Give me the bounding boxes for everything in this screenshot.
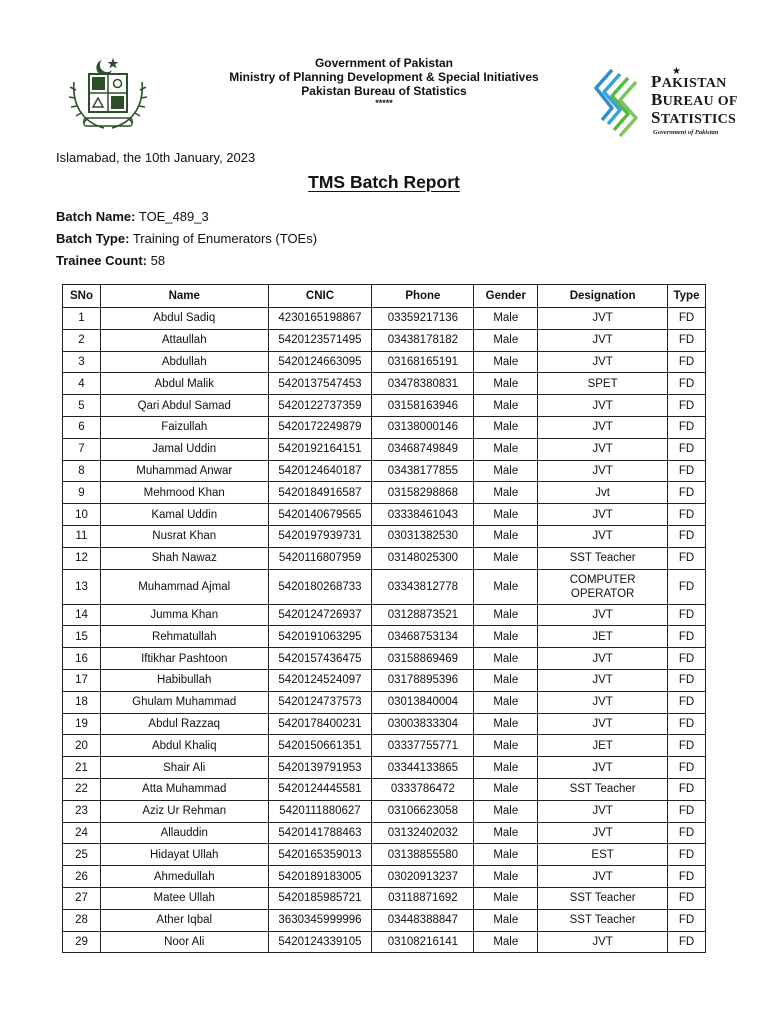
- cell-sno: 1: [63, 308, 101, 330]
- cell-designation: JET: [538, 626, 668, 648]
- cell-gender: Male: [474, 735, 538, 757]
- cell-designation: JVT: [538, 931, 668, 953]
- trainee-count: Trainee Count: 58: [56, 253, 166, 268]
- cell-sno: 21: [63, 757, 101, 779]
- trainee-table: [62, 284, 706, 953]
- dateline: Islamabad, the 10th January, 2023: [56, 150, 256, 165]
- cell-type: FD: [667, 931, 705, 953]
- table-row: [63, 735, 706, 757]
- table-row: [63, 887, 706, 909]
- cell-type: FD: [667, 713, 705, 735]
- cell-sno: 14: [63, 604, 101, 626]
- cell-type: FD: [667, 887, 705, 909]
- table-row: [63, 866, 706, 888]
- cell-sno: 19: [63, 713, 101, 735]
- table-header-row: [63, 285, 706, 308]
- cell-type: FD: [667, 373, 705, 395]
- cell-type: FD: [667, 800, 705, 822]
- cell-gender: Male: [474, 416, 538, 438]
- cell-designation: SPET: [538, 373, 668, 395]
- cell-gender: Male: [474, 460, 538, 482]
- cell-cnic: 5420150661351: [268, 735, 372, 757]
- cell-type: FD: [667, 626, 705, 648]
- cell-type: FD: [667, 308, 705, 330]
- cell-type: FD: [667, 691, 705, 713]
- cell-type: FD: [667, 757, 705, 779]
- cell-name: Noor Ali: [100, 931, 268, 953]
- cell-sno: 16: [63, 648, 101, 670]
- cell-sno: 20: [63, 735, 101, 757]
- cell-name: Mehmood Khan: [100, 482, 268, 504]
- cell-gender: Male: [474, 569, 538, 604]
- cell-designation: JVT: [538, 395, 668, 417]
- table-row: [63, 931, 706, 953]
- cell-gender: Male: [474, 329, 538, 351]
- cell-name: Iftikhar Pashtoon: [100, 648, 268, 670]
- cell-designation: SST Teacher: [538, 778, 668, 800]
- cell-designation: JVT: [538, 669, 668, 691]
- cell-phone: 03106623058: [372, 800, 474, 822]
- cell-gender: Male: [474, 525, 538, 547]
- cell-gender: Male: [474, 669, 538, 691]
- cell-name: Ghulam Muhammad: [100, 691, 268, 713]
- cell-designation: Jvt: [538, 482, 668, 504]
- cell-cnic: 5420139791953: [268, 757, 372, 779]
- cell-gender: Male: [474, 822, 538, 844]
- cell-type: FD: [667, 460, 705, 482]
- cell-name: Rehmatullah: [100, 626, 268, 648]
- cell-gender: Male: [474, 800, 538, 822]
- cell-phone: 03108216141: [372, 931, 474, 953]
- table-row: [63, 351, 706, 373]
- table-row: [63, 460, 706, 482]
- cell-cnic: 5420124524097: [268, 669, 372, 691]
- cell-gender: Male: [474, 909, 538, 931]
- cell-sno: 24: [63, 822, 101, 844]
- cell-designation: JET: [538, 735, 668, 757]
- table-row: [63, 373, 706, 395]
- header-phone: Phone: [372, 285, 474, 308]
- cell-name: Shah Nawaz: [100, 547, 268, 569]
- cell-type: FD: [667, 822, 705, 844]
- cell-type: FD: [667, 438, 705, 460]
- cell-gender: Male: [474, 713, 538, 735]
- cell-type: FD: [667, 525, 705, 547]
- cell-name: Kamal Uddin: [100, 504, 268, 526]
- cell-type: FD: [667, 547, 705, 569]
- cell-cnic: 4230165198867: [268, 308, 372, 330]
- table-row: [63, 308, 706, 330]
- cell-gender: Male: [474, 373, 538, 395]
- cell-designation: EST: [538, 844, 668, 866]
- cell-type: FD: [667, 735, 705, 757]
- cell-type: FD: [667, 329, 705, 351]
- cell-sno: 8: [63, 460, 101, 482]
- cell-sno: 5: [63, 395, 101, 417]
- cell-name: Qari Abdul Samad: [100, 395, 268, 417]
- cell-designation: JVT: [538, 866, 668, 888]
- cell-designation: JVT: [538, 308, 668, 330]
- cell-sno: 10: [63, 504, 101, 526]
- batch-name: Batch Name: TOE_489_3: [56, 209, 209, 224]
- cell-sno: 28: [63, 909, 101, 931]
- header-name: Name: [100, 285, 268, 308]
- cell-cnic: 5420197939731: [268, 525, 372, 547]
- table-row: [63, 669, 706, 691]
- cell-type: FD: [667, 482, 705, 504]
- cell-phone: 03158869469: [372, 648, 474, 670]
- table-row: [63, 482, 706, 504]
- table-row: [63, 778, 706, 800]
- cell-cnic: 5420116807959: [268, 547, 372, 569]
- header-gender: Gender: [474, 285, 538, 308]
- cell-cnic: 5420140679565: [268, 504, 372, 526]
- cell-sno: 23: [63, 800, 101, 822]
- table-row: [63, 691, 706, 713]
- cell-designation: SST Teacher: [538, 547, 668, 569]
- cell-phone: 03168165191: [372, 351, 474, 373]
- bureau-line: Pakistan Bureau of Statistics: [301, 84, 467, 98]
- cell-gender: Male: [474, 757, 538, 779]
- cell-name: Habibullah: [100, 669, 268, 691]
- cell-cnic: 5420111880627: [268, 800, 372, 822]
- cell-type: FD: [667, 909, 705, 931]
- cell-designation: JVT: [538, 525, 668, 547]
- cell-name: Abdul Razzaq: [100, 713, 268, 735]
- cell-gender: Male: [474, 604, 538, 626]
- cell-name: Jamal Uddin: [100, 438, 268, 460]
- cell-phone: 03031382530: [372, 525, 474, 547]
- cell-sno: 29: [63, 931, 101, 953]
- cell-cnic: 5420178400231: [268, 713, 372, 735]
- cell-name: Jumma Khan: [100, 604, 268, 626]
- cell-sno: 11: [63, 525, 101, 547]
- cell-name: Abdul Khaliq: [100, 735, 268, 757]
- cell-designation: JVT: [538, 504, 668, 526]
- cell-phone: 0333786472: [372, 778, 474, 800]
- cell-name: Ahmedullah: [100, 866, 268, 888]
- cell-gender: Male: [474, 395, 538, 417]
- cell-sno: 18: [63, 691, 101, 713]
- cell-name: Atta Muhammad: [100, 778, 268, 800]
- cell-name: Abdul Sadiq: [100, 308, 268, 330]
- cell-cnic: 5420124737573: [268, 691, 372, 713]
- cell-gender: Male: [474, 482, 538, 504]
- header-cnic: CNIC: [268, 285, 372, 308]
- cell-cnic: 5420157436475: [268, 648, 372, 670]
- ministry-line: Ministry of Planning Development & Special Initiatives: [229, 70, 539, 84]
- cell-phone: 03118871692: [372, 887, 474, 909]
- cell-sno: 17: [63, 669, 101, 691]
- cell-name: Shair Ali: [100, 757, 268, 779]
- cell-type: FD: [667, 778, 705, 800]
- cell-name: Abdullah: [100, 351, 268, 373]
- cell-name: Attaullah: [100, 329, 268, 351]
- cell-cnic: 5420124640187: [268, 460, 372, 482]
- cell-cnic: 5420185985721: [268, 887, 372, 909]
- cell-designation: JVT: [538, 351, 668, 373]
- cell-cnic: 3630345999996: [268, 909, 372, 931]
- cell-type: FD: [667, 569, 705, 604]
- cell-name: Hidayat Ullah: [100, 844, 268, 866]
- cell-gender: Male: [474, 931, 538, 953]
- table-row: [63, 713, 706, 735]
- cell-type: FD: [667, 844, 705, 866]
- cell-designation: COMPUTER OPERATOR: [538, 569, 668, 604]
- cell-cnic: 5420180268733: [268, 569, 372, 604]
- cell-phone: 03438177855: [372, 460, 474, 482]
- cell-phone: 03158298868: [372, 482, 474, 504]
- cell-cnic: 5420137547453: [268, 373, 372, 395]
- cell-phone: 03468749849: [372, 438, 474, 460]
- cell-gender: Male: [474, 547, 538, 569]
- cell-type: FD: [667, 416, 705, 438]
- cell-phone: 03337755771: [372, 735, 474, 757]
- cell-gender: Male: [474, 351, 538, 373]
- cell-phone: 03344133865: [372, 757, 474, 779]
- table-row: [63, 504, 706, 526]
- cell-designation: JVT: [538, 416, 668, 438]
- cell-gender: Male: [474, 778, 538, 800]
- cell-designation: JVT: [538, 822, 668, 844]
- cell-name: Matee Ullah: [100, 887, 268, 909]
- cell-sno: 15: [63, 626, 101, 648]
- cell-name: Muhammad Anwar: [100, 460, 268, 482]
- cell-cnic: 5420123571495: [268, 329, 372, 351]
- cell-gender: Male: [474, 866, 538, 888]
- table-row: [63, 604, 706, 626]
- table-row: [63, 395, 706, 417]
- cell-type: FD: [667, 648, 705, 670]
- cell-phone: 03128873521: [372, 604, 474, 626]
- table-row: [63, 329, 706, 351]
- table-row: [63, 416, 706, 438]
- cell-designation: JVT: [538, 713, 668, 735]
- cell-designation: JVT: [538, 329, 668, 351]
- cell-type: FD: [667, 395, 705, 417]
- cell-sno: 26: [63, 866, 101, 888]
- cell-phone: 03178895396: [372, 669, 474, 691]
- cell-designation: JVT: [538, 800, 668, 822]
- cell-sno: 9: [63, 482, 101, 504]
- cell-phone: 03338461043: [372, 504, 474, 526]
- cell-designation: JVT: [538, 648, 668, 670]
- cell-phone: 03158163946: [372, 395, 474, 417]
- cell-sno: 12: [63, 547, 101, 569]
- cell-phone: 03468753134: [372, 626, 474, 648]
- table-row: [63, 648, 706, 670]
- header-stars: *****: [375, 98, 393, 108]
- cell-cnic: 5420184916587: [268, 482, 372, 504]
- cell-name: Allauddin: [100, 822, 268, 844]
- cell-type: FD: [667, 351, 705, 373]
- cell-cnic: 5420191063295: [268, 626, 372, 648]
- cell-name: Abdul Malik: [100, 373, 268, 395]
- cell-gender: Male: [474, 887, 538, 909]
- cell-phone: 03020913237: [372, 866, 474, 888]
- cell-cnic: 5420124445581: [268, 778, 372, 800]
- table-row: [63, 757, 706, 779]
- cell-gender: Male: [474, 438, 538, 460]
- cell-sno: 2: [63, 329, 101, 351]
- cell-cnic: 5420165359013: [268, 844, 372, 866]
- table-row: [63, 844, 706, 866]
- cell-name: Ather Iqbal: [100, 909, 268, 931]
- cell-phone: 03478380831: [372, 373, 474, 395]
- cell-phone: 03138855580: [372, 844, 474, 866]
- cell-type: FD: [667, 504, 705, 526]
- cell-cnic: 5420141788463: [268, 822, 372, 844]
- cell-designation: JVT: [538, 691, 668, 713]
- table-row: [63, 800, 706, 822]
- pbs-star-icon: ★: [672, 66, 681, 77]
- cell-type: FD: [667, 866, 705, 888]
- cell-sno: 13: [63, 569, 101, 604]
- cell-gender: Male: [474, 626, 538, 648]
- cell-cnic: 5420122737359: [268, 395, 372, 417]
- header-sno: SNo: [63, 285, 101, 308]
- cell-cnic: 5420124663095: [268, 351, 372, 373]
- cell-gender: Male: [474, 648, 538, 670]
- cell-name: Nusrat Khan: [100, 525, 268, 547]
- government-line: Government of Pakistan: [314, 56, 454, 70]
- table-row: [63, 525, 706, 547]
- cell-gender: Male: [474, 691, 538, 713]
- pbs-logo-wordmark: PAKISTAN BUREAU OF STATISTICS Government of Pakistan: [651, 72, 738, 136]
- cell-phone: 03132402032: [372, 822, 474, 844]
- cell-type: FD: [667, 604, 705, 626]
- cell-name: Muhammad Ajmal: [100, 569, 268, 604]
- cell-sno: 6: [63, 416, 101, 438]
- table-row: [63, 626, 706, 648]
- cell-designation: SST Teacher: [538, 887, 668, 909]
- cell-sno: 22: [63, 778, 101, 800]
- table-row: [63, 822, 706, 844]
- cell-cnic: 5420124339105: [268, 931, 372, 953]
- table-row: [63, 438, 706, 460]
- cell-gender: Male: [474, 504, 538, 526]
- cell-cnic: 5420192164151: [268, 438, 372, 460]
- batch-type: Batch Type: Training of Enumerators (TOEs): [56, 231, 318, 246]
- cell-phone: 03013840004: [372, 691, 474, 713]
- cell-type: FD: [667, 669, 705, 691]
- cell-cnic: 5420172249879: [268, 416, 372, 438]
- cell-phone: 03003833304: [372, 713, 474, 735]
- cell-sno: 3: [63, 351, 101, 373]
- table-row: [63, 909, 706, 931]
- cell-sno: 27: [63, 887, 101, 909]
- cell-designation: JVT: [538, 604, 668, 626]
- cell-phone: 03343812778: [372, 569, 474, 604]
- table-row: [63, 569, 706, 604]
- cell-phone: 03359217136: [372, 308, 474, 330]
- cell-phone: 03448388847: [372, 909, 474, 931]
- page-title: TMS Batch Report: [308, 172, 460, 192]
- cell-designation: SST Teacher: [538, 909, 668, 931]
- cell-name: Faizullah: [100, 416, 268, 438]
- cell-sno: 25: [63, 844, 101, 866]
- header-type: Type: [667, 285, 705, 308]
- cell-gender: Male: [474, 844, 538, 866]
- cell-designation: JVT: [538, 757, 668, 779]
- cell-designation: JVT: [538, 438, 668, 460]
- cell-phone: 03148025300: [372, 547, 474, 569]
- cell-sno: 4: [63, 373, 101, 395]
- cell-designation: JVT: [538, 460, 668, 482]
- cell-cnic: 5420124726937: [268, 604, 372, 626]
- cell-gender: Male: [474, 308, 538, 330]
- cell-cnic: 5420189183005: [268, 866, 372, 888]
- cell-phone: 03438178182: [372, 329, 474, 351]
- cell-sno: 7: [63, 438, 101, 460]
- header-designation: Designation: [538, 285, 668, 308]
- cell-phone: 03138000146: [372, 416, 474, 438]
- cell-name: Aziz Ur Rehman: [100, 800, 268, 822]
- table-row: [63, 547, 706, 569]
